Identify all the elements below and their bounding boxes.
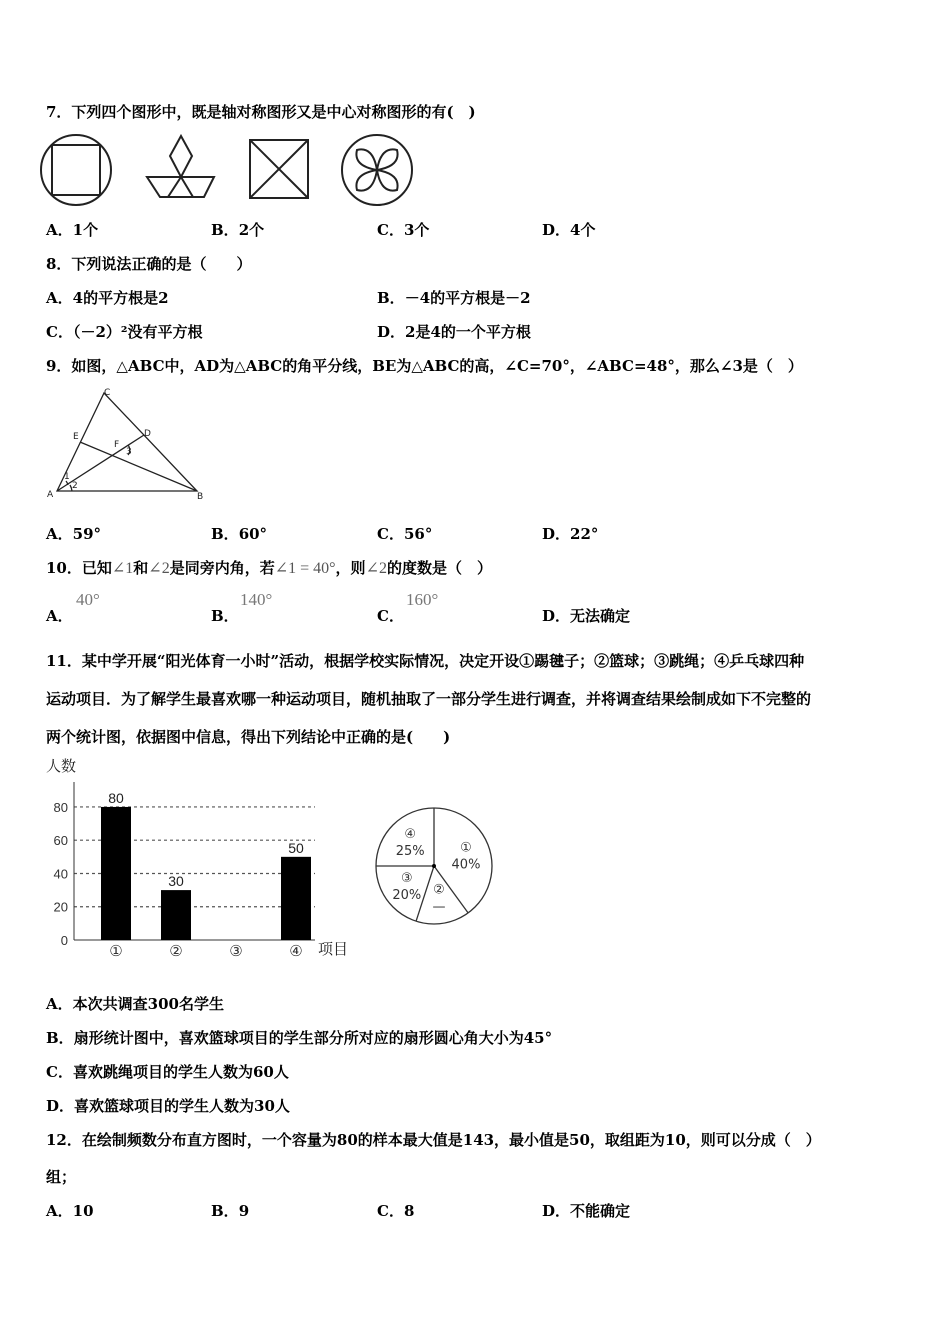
q11-option-d[interactable]: D．喜欢篮球项目的学生人数为30人 xyxy=(46,1097,290,1115)
pie-slice-name: ① xyxy=(460,840,472,856)
pie-chart xyxy=(370,806,500,926)
q11-stem-line-2: 运动项目．为了解学生最喜欢哪一种运动项目，随机抽取了一部分学生进行调查，并将调查结果绘制成如下不完整的 xyxy=(46,690,812,708)
q11-stem-line-1: 11．某中学开展“阳光体育一小时”活动，根据学校实际情况，决定开设①踢毽子；②篮球；③跳绳；④乒乓球四种 xyxy=(46,652,805,670)
label-a: A xyxy=(47,490,54,500)
pie-center xyxy=(432,864,436,868)
pie-slice-label: 20% xyxy=(392,887,422,903)
q9-triangle-figure xyxy=(44,385,214,503)
label-angle-1: 1 xyxy=(64,472,70,482)
triangle-abc xyxy=(57,393,197,491)
y-tick-label: 20 xyxy=(53,899,68,915)
x-category-label: ③ xyxy=(229,942,243,960)
y-tick-label: 0 xyxy=(60,933,68,948)
q12-option-d[interactable]: D．不能确定 xyxy=(542,1202,631,1220)
q7-option-b[interactable]: B．2个 xyxy=(211,221,265,239)
q9-option-b[interactable]: B．60° xyxy=(211,525,268,543)
bar xyxy=(281,857,311,940)
label-angle-2: 2 xyxy=(72,481,78,491)
label-angle-3: 3 xyxy=(126,447,132,457)
pie-slice-label: 40% xyxy=(451,857,481,873)
q10-stem: 10．已知∠1和∠2是同旁内角，若∠1 = 40°，则∠2的度数是（ ） xyxy=(46,559,492,577)
q7-figures xyxy=(40,132,420,212)
q7-stem: 7．下列四个图形中，既是轴对称图形又是中心对称图形的有( ) xyxy=(46,103,476,121)
x-axis-label: 项目 xyxy=(318,941,349,958)
q7-option-a[interactable]: A．1个 xyxy=(46,221,99,239)
q10-option-b-letter[interactable]: B． xyxy=(211,607,239,625)
pie-slice-name: ② xyxy=(433,882,445,898)
bar xyxy=(101,807,131,940)
y-tick-label: 80 xyxy=(53,799,68,815)
q10-option-b-value: 140° xyxy=(240,590,273,609)
q10-option-a-value: 40° xyxy=(76,590,100,609)
x-category-label: ① xyxy=(109,942,123,960)
q8-option-d[interactable]: D．2是4的一个平方根 xyxy=(377,323,531,341)
pie-slice-name: ③ xyxy=(400,870,413,886)
bar xyxy=(161,890,191,940)
x-category-label: ④ xyxy=(289,942,303,960)
label-e: E xyxy=(73,432,79,442)
bar-data-label: 80 xyxy=(108,789,124,806)
q12-option-b[interactable]: B．9 xyxy=(211,1202,250,1220)
pie-slice-label: 25% xyxy=(395,844,425,860)
y-tick-label: 60 xyxy=(53,833,68,849)
q7-option-c[interactable]: C．3个 xyxy=(377,221,430,239)
x-category-label: ② xyxy=(169,942,183,960)
square-x-figure xyxy=(250,140,308,198)
q8-option-b[interactable]: B．－4的平方根是－2 xyxy=(377,289,531,307)
bar-data-label: 50 xyxy=(288,839,304,856)
q9-option-d[interactable]: D．22° xyxy=(542,525,599,543)
q10-option-c-value: 160° xyxy=(406,590,439,609)
q10-option-d[interactable]: D．无法确定 xyxy=(542,607,631,625)
circle-square-figure xyxy=(41,135,111,205)
q8-option-a[interactable]: A．4的平方根是2 xyxy=(46,289,169,307)
pie-slice-name: ④ xyxy=(404,827,417,843)
y-axis-label: 人数 xyxy=(46,758,77,775)
q11-stem-line-3: 两个统计图，依据图中信息，得出下列结论中正确的是( ) xyxy=(46,728,451,746)
label-f: F xyxy=(114,440,120,450)
q12-stem-line-2: 组； xyxy=(46,1168,77,1186)
q12-stem-line-1: 12．在绘制频数分布直方图时，一个容量为80的样本最大值是143，最小值是50，取组距为10，则可以分成（ ） xyxy=(46,1131,821,1149)
q9-stem: 9．如图，△ABC中，AD为△ABC的角平分线，BE为△ABC的高，∠C=70°，∠ABC=48°，那么∠3是（ ） xyxy=(46,357,803,375)
q11-option-c[interactable]: C．喜欢跳绳项目的学生人数为60人 xyxy=(46,1063,289,1081)
q9-option-a[interactable]: A．59° xyxy=(46,525,102,543)
q12-option-c[interactable]: C．8 xyxy=(377,1202,415,1220)
altitude-be xyxy=(80,442,197,491)
label-b: B xyxy=(197,492,204,502)
three-rhombus-figure xyxy=(147,136,214,197)
pie-slice-label: — xyxy=(432,899,446,915)
bar-chart xyxy=(40,752,370,967)
q8-stem: 8．下列说法正确的是（ ） xyxy=(46,255,252,273)
bar-data-label: 30 xyxy=(168,873,184,890)
label-c: C xyxy=(104,388,111,398)
q10-option-a-letter[interactable]: A． xyxy=(46,607,73,625)
q10-option-c-letter[interactable]: C． xyxy=(377,607,404,625)
q9-option-c[interactable]: C．56° xyxy=(377,525,433,543)
q11-option-b[interactable]: B．扇形统计图中，喜欢篮球项目的学生部分所对应的扇形圆心角大小为45° xyxy=(46,1029,553,1047)
q12-option-a[interactable]: A．10 xyxy=(46,1202,94,1220)
q8-option-c[interactable]: C．（－2）²没有平方根 xyxy=(46,323,203,341)
q11-option-a[interactable]: A．本次共调查300名学生 xyxy=(46,995,224,1013)
y-tick-label: 40 xyxy=(53,866,68,882)
label-d: D xyxy=(144,429,151,439)
q7-option-d[interactable]: D．4个 xyxy=(542,221,596,239)
circle-petals-figure xyxy=(342,135,412,205)
